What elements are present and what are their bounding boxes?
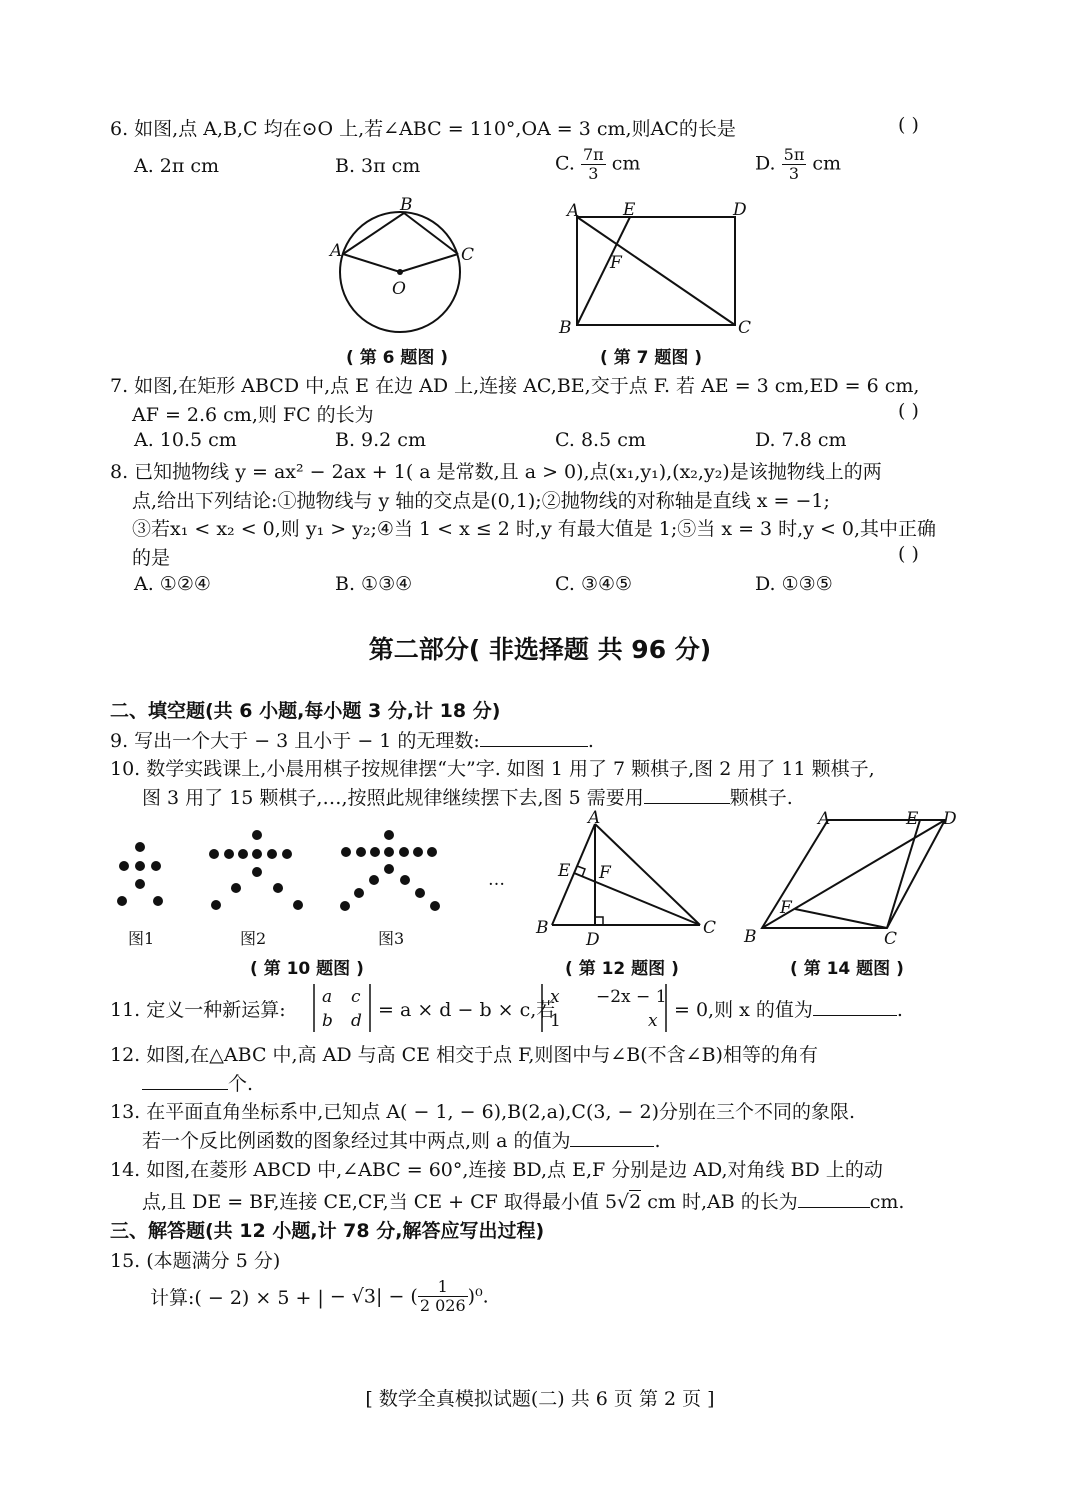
label-f: F xyxy=(610,253,622,273)
q15-calculation: 计算:( − 2) × 5 + | − √3| − ( $\frac{1}{2 026}$ )⁰. xyxy=(150,1277,489,1315)
q7-option-a: A. 10.5 cm xyxy=(134,429,237,451)
label-d: D xyxy=(733,200,747,220)
label-b: B xyxy=(536,918,549,938)
q10-fig1-label: 图1 xyxy=(128,929,155,948)
q14-answer-blank[interactable] xyxy=(798,1207,870,1208)
q7-stem-line1: 7. 如图,在矩形 ABCD 中,点 E 在边 AD 上,连接 AC,BE,交于点 F. 若 AE = 3 cm,ED = 6 cm, xyxy=(110,375,920,397)
q10-line2: 图 3 用了 15 颗棋子,…,按照此规律继续摆下去,图 5 需要用 颗棋子. xyxy=(142,787,793,809)
q6-option-b: B. 3π cm xyxy=(335,155,421,177)
label-c: C xyxy=(738,318,752,338)
altitude-ce xyxy=(574,873,700,925)
q10-answer-blank[interactable] xyxy=(644,803,730,804)
q12-line1: 12. 如图,在△ABC 中,高 AD 与高 CE 相交于点 F,则图中与∠B(不含∠B)相等的角有 xyxy=(110,1044,818,1066)
segment-co xyxy=(400,254,458,272)
determinant-equation xyxy=(540,982,670,1034)
figure2-dots xyxy=(209,830,303,910)
q13-line1: 13. 在平面直角坐标系中,已知点 A( − 1, − 6),B(2,a),C(3, − 2)分别在三个不同的象限. xyxy=(110,1101,856,1123)
segment-cf xyxy=(795,909,887,928)
q9-text: 9. 写出一个大于 − 3 且小于 − 1 的无理数: . xyxy=(110,730,594,752)
label-a: A xyxy=(330,241,343,261)
label-a: A xyxy=(818,809,831,829)
svg-text:x: x xyxy=(648,1011,658,1031)
q12-triangle-figure xyxy=(530,810,730,950)
label-c: C xyxy=(461,245,475,265)
label-b: B xyxy=(559,318,572,338)
figure1-dots xyxy=(117,842,163,906)
ellipsis: … xyxy=(488,870,505,890)
q8-option-a: A. ①②④ xyxy=(134,573,211,595)
q6-answer-paren: ( ) xyxy=(898,114,919,136)
page-footer: [ 数学全真模拟试题(二) 共 6 页 第 2 页 ] xyxy=(365,1388,715,1410)
svg-text:c: c xyxy=(351,987,361,1007)
segment-be xyxy=(577,217,630,325)
label-d: D xyxy=(943,809,957,829)
center-point xyxy=(397,269,403,275)
segment-bc xyxy=(404,213,458,254)
q6-circle-figure xyxy=(320,190,490,350)
svg-text:a: a xyxy=(322,987,333,1007)
q8-option-d: D. ①③⑤ xyxy=(755,573,833,595)
q6-stem: 6. 如图,点 A,B,C 均在⊙O 上,若∠ABC = 110°,OA = 3 cm,则AC的长是 xyxy=(110,118,736,140)
q10-fig3-label: 图3 xyxy=(378,929,405,948)
label-d: D xyxy=(586,930,600,950)
q7-stem-line2: AF = 2.6 cm,则 FC 的长为 xyxy=(132,404,374,426)
q7-rectangle-figure xyxy=(555,195,765,340)
q7-option-c: C. 8.5 cm xyxy=(555,429,646,451)
q7-answer-paren: ( ) xyxy=(898,400,919,422)
svg-text:−2x − 1: −2x − 1 xyxy=(596,987,667,1007)
segment-ao xyxy=(343,254,400,272)
q8-stem-line4: 的是 xyxy=(132,547,171,569)
q6-option-c: C. $\frac{7\pi}{3}$ cm xyxy=(555,145,641,183)
svg-text:b: b xyxy=(322,1011,333,1031)
q9-answer-blank[interactable] xyxy=(480,746,588,747)
section3-title: 三、解答题(共 12 小题,计 78 分,解答应写出过程) xyxy=(110,1220,545,1242)
q6-option-a: A. 2π cm xyxy=(134,155,220,177)
q14-line1: 14. 如图,在菱形 ABCD 中,∠ABC = 60°,连接 BD,点 E,F 分别是边 AD,对角线 BD 上的动 xyxy=(110,1159,883,1181)
q7-figure-caption: ( 第 7 题图 ) xyxy=(600,348,703,368)
q10-fig2-label: 图2 xyxy=(240,929,267,948)
q10-line1: 10. 数学实践课上,小晨用棋子按规律摆“大”字. 如图 1 用了 7 颗棋子,图 2 用了 11 颗棋子, xyxy=(110,758,875,780)
svg-text:d: d xyxy=(351,1011,362,1031)
part2-heading: 第二部分( 非选择题 共 96 分) xyxy=(368,635,712,664)
q12-figure-caption: ( 第 12 题图 ) xyxy=(565,959,679,979)
q14-rhombus-figure xyxy=(740,808,965,948)
q15-title: 15. (本题满分 5 分) xyxy=(110,1250,281,1272)
q14-figure-caption: ( 第 14 题图 ) xyxy=(790,959,904,979)
q12-answer-blank[interactable] xyxy=(142,1089,228,1090)
label-e: E xyxy=(558,861,571,881)
q13-answer-blank[interactable] xyxy=(570,1146,654,1147)
label-f: F xyxy=(599,863,611,883)
label-e: E xyxy=(623,200,636,220)
q7-option-d: D. 7.8 cm xyxy=(755,429,847,451)
label-e: E xyxy=(906,809,919,829)
label-a: A xyxy=(567,201,580,221)
q6-figure-caption: ( 第 6 题图 ) xyxy=(346,348,449,368)
label-o: O xyxy=(392,279,406,299)
svg-text:1: 1 xyxy=(550,1011,561,1031)
label-a: A xyxy=(588,810,601,828)
q8-answer-paren: ( ) xyxy=(898,543,919,565)
q10-dot-figures xyxy=(110,825,510,920)
q14-line2: 点,且 DE = BF,连接 CE,CF,当 CE + CF 取得最小值 5√2 cm 时,AB 的长为 cm. xyxy=(142,1191,905,1213)
q8-stem-line1: 8. 已知抛物线 y = ax² − 2ax + 1( a 是常数,且 a > 0),点(x₁,y₁),(x₂,y₂)是该抛物线上的两 xyxy=(110,461,882,483)
q10-figure-caption: ( 第 10 题图 ) xyxy=(250,959,364,979)
label-b: B xyxy=(744,927,757,947)
determinant-definition xyxy=(312,982,374,1034)
q8-option-c: C. ③④⑤ xyxy=(555,573,633,595)
q12-line2: 个. xyxy=(142,1069,253,1096)
svg-text:x: x xyxy=(550,987,560,1007)
diagonal-ac xyxy=(577,217,735,325)
q6-option-d: D. $\frac{5\pi}{3}$ cm xyxy=(755,145,842,183)
q8-stem-line2: 点,给出下列结论:①抛物线与 y 轴的交点是(0,1);②抛物线的对称轴是直线 x = −1; xyxy=(132,490,830,512)
q13-line2: 若一个反比例函数的图象经过其中两点,则 a 的值为 . xyxy=(142,1130,661,1152)
section2-title: 二、填空题(共 6 小题,每小题 3 分,计 18 分) xyxy=(110,700,501,722)
label-c: C xyxy=(884,929,898,948)
label-b: B xyxy=(400,195,413,215)
q7-option-b: B. 9.2 cm xyxy=(335,429,426,451)
q8-stem-line3: ③若x₁ < x₂ < 0,则 y₁ > y₂;④当 1 < x ≤ 2 时,y 有最大值是 1;⑤当 x = 3 时,y < 0,其中正确 xyxy=(132,518,937,540)
label-c: C xyxy=(703,918,717,938)
q8-option-b: B. ①③④ xyxy=(335,573,413,595)
figure3-dots xyxy=(340,830,440,911)
q11-answer-blank[interactable] xyxy=(813,1015,897,1016)
label-f: F xyxy=(780,898,792,918)
